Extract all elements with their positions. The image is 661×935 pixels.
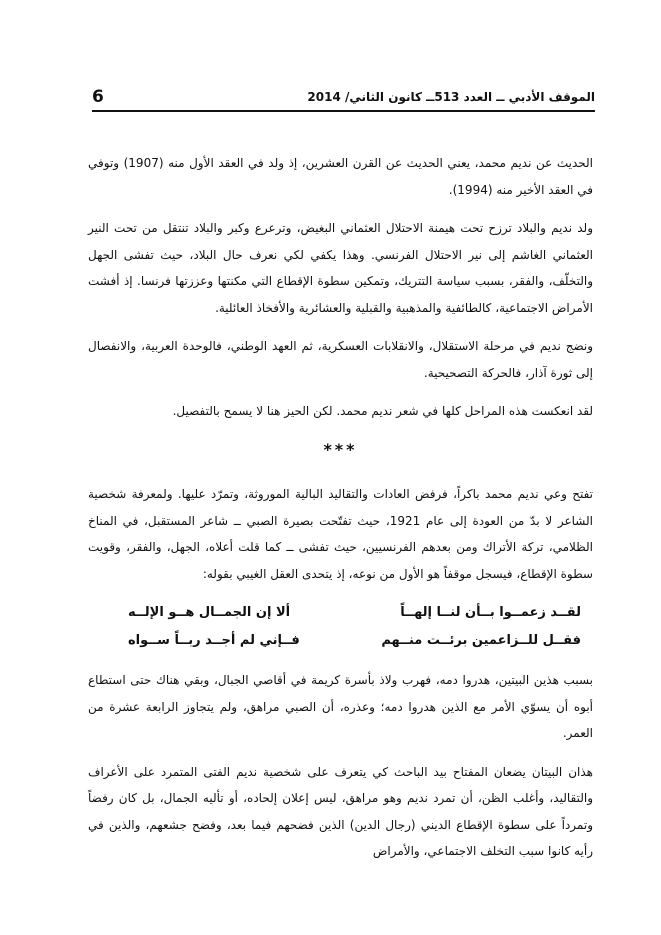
poem-verse-2 xyxy=(88,627,593,655)
paragraph-1: الحديث عن نديم محمد، يعني الحديث عن القرن العشرين، إذ ولد في العقد الأول منه (1907) وتوفي في العقد الأخير منه (1994). xyxy=(88,156,593,197)
verse-2-second-hemistich: فــإني لم أجــد ربــاً ســواه xyxy=(128,633,300,648)
running-header xyxy=(92,86,595,108)
poem xyxy=(88,599,593,655)
article-body xyxy=(88,150,593,877)
paragraph-2: ولد نديم والبلاد ترزح تحت هيمنة الاحتلال العثماني البغيض، وترعرع وكبر والبلاد تنتقل من تحت النير العثماني الغاشم إلى نير الاحتلال الفرنسي. وهذا يكفي لكي نعرف حال البلاد، حيث تفشى الجهل والتخلّف، والفقر، بسبب سياسة التتريك، وتمكين سطوة الإقطاع التي مكنتها وعززتها فرنسا. إذ أفشت الأمراض الاجتماعية، كالطائفية والمذهبية والقبلية والعشائرية والأفخاذ العائلية. xyxy=(88,221,593,315)
verse-1-second-hemistich: ألا إن الجمــال هــو الإلــه xyxy=(128,605,291,620)
paragraph-4: لقد انعكست هذه المراحل كلها في شعر نديم محمد. لكن الحيز هنا لا يسمح بالتفصيل. xyxy=(172,404,593,418)
page-number: 6 xyxy=(92,87,104,107)
paragraph-5: تفتح وعي نديم محمد باكراً، فرفض العادات والتقاليد البالية الموروثة، وتمرّد عليها. ولمعرفة شخصية الشاعر لا بدّ من العودة إلى عام 1921، حيث تفتّحت بصيرة الصبي ــ شاعر المستقبل، في المناخ الظلامي، تركة الأتراك ومن بعدهم الفرنسيين، حيث تفشى ــ كما قلت أعلاه، الجهل، والفقر، وقويت سطوة الإقطاع، فيسجل موقفاً هو الأول من نوعه، إذ يتحدى العقل الغيبي بقوله: xyxy=(88,487,593,581)
paragraph-7: هذان البيتان يضعان المفتاح بيد الباحث كي يتعرف على شخصية نديم الفتى المتمرد على الأعراف والتقاليد، وأغلب الظن، أن تمرد نديم وهو مراهق، ليس إعلان إلحاده، أو تأليه الجمال، بل كان رفضاً وتمرداً على سطوة الإقطاع الديني (رجال الدين) الذين فضحهم فيما بعد، وفضح جشعهم، والذين في رأيه كانوا سبب التخلف الاجتماعي، والأمراض xyxy=(88,764,593,858)
section-separator: *** xyxy=(323,439,358,459)
paragraph-6: بسبب هذين البيتين، هدروا دمه، فهرب ولاذ بأسرة كريمة في أقاصي الجبال، وبقي هناك حتى استطاع أبوه أن يسوّي الأمر مع الذين هدروا دمه؛ وعذره، أن الصبي مراهق، ولم يتجاوز الرابعة عشرة من العمر. xyxy=(88,673,593,740)
paragraph-3: ونضج نديم في مرحلة الاستقلال، والانقلابات العسكرية، ثم العهد الوطني، فالوحدة العربية، والانفصال إلى ثورة آذار، فالحركة التصحيحية. xyxy=(88,339,593,380)
running-title: الموقف الأدبي ــ العدد 513ــ كانون الثاني/ 2014 xyxy=(307,90,595,104)
verse-2-first-hemistich: فقــل للــزاعمين برئــت منــهم xyxy=(381,633,581,648)
poem-verse-1 xyxy=(88,599,593,627)
header-rule xyxy=(92,110,595,112)
verse-1-first-hemistich: لقــد زعمــوا بــأن لنــا إلهــاً xyxy=(400,605,581,620)
